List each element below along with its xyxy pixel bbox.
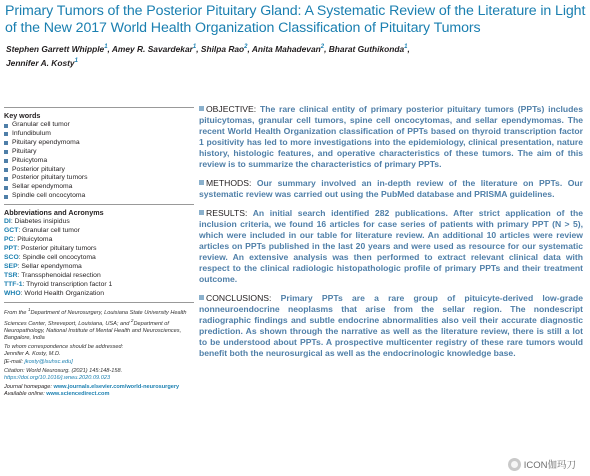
homepage-link[interactable]: www.journals.elsevier.com/world-neurosurgery [53,384,180,391]
abbreviation-code: PC [4,236,14,244]
keyword-item [4,174,194,183]
keyword-item [4,130,194,139]
square-bullet-icon [199,180,204,185]
doi-link[interactable]: https://doi.org/10.1016/j.wneu.2020.09.023 [4,375,111,382]
keyword-item [4,166,194,175]
keywords-list [4,121,194,201]
keyword-text: Posterior pituitary [12,165,65,173]
author-affiliation-mark: 2 [244,44,248,50]
methods-text: Our summary involved an in-depth review of the literature on PPTs. Our systematic review was carried out using the PubMed database and PRISMA guidelines. [199,178,583,199]
abbreviation-code: TTF-1 [4,280,23,288]
author-affiliation-mark: 1 [192,44,197,50]
square-bullet-icon [199,295,204,300]
keyword-item [4,183,194,192]
citation-note [4,368,194,382]
keyword-text: Pituitary [12,147,37,155]
author-name: Amey R. Savardekar [111,43,193,54]
results-text: An initial search identified 282 publications. After strict application of the inclusion criteria, we found 16 articles for case series of patients with primary PPT (N > 5), which were included in our table for literature review. An additional 10 articles were review articles on PPTs published in the last 20 years and were used as resource for our systematic review. An extensive analysis was then performed to extract relevant clinical data with respect to the clinical radiologic histopathologic profile of primary PPTs and their treatment outcome. [199,208,583,284]
objective-text: The rare clinical entity of primary posterior pituitary tumors (PPTs) includes pituicytomas, granular cell tumors, spine cell oncocytomas, and sellar ependymomas. The recent World Health Organization classification of PPTs based on thyroid transcription factor 1 positivity has led to more investigations into the epidemiology, clinical presentation, nature history, histologic features, and operative characteristics of these tumors. The aim of this review is to summarize the characteristics of primary PPTs. [199,104,583,169]
abstract-results [199,208,583,285]
divider [4,107,194,108]
square-bullet-icon [4,150,8,154]
conclusions-label: CONCLUSIONS: [206,293,272,303]
abstract-objective [199,104,583,170]
results-label: RESULTS: [206,208,248,218]
homepage-label: Journal homepage: [4,384,52,391]
abbreviation-code: DI [4,218,11,226]
keyword-item [4,139,194,148]
article-title: Primary Tumors of the Posterior Pituitary Gland: A Systematic Review of the Literature in Light of the New 2017 World Health Organization Classification of Pituitary Tumors [5,3,586,36]
wechat-logo-icon [508,458,521,471]
abbreviation-code: GCT [4,227,19,235]
journal-homepage [4,384,194,391]
keyword-text: Spindle cell oncocytoma [12,192,86,200]
author-name: Bharat Guthikonda [328,43,405,54]
keyword-text: Posterior pituitary tumors [12,174,88,182]
square-bullet-icon [4,124,8,128]
square-bullet-icon [4,186,8,190]
abbreviation-item: TTF-1: Thyroid transcription factor 1 [4,280,113,288]
correspondence-name: Jennifer A. Kosty, M.D. [4,351,61,358]
keyword-item [4,157,194,166]
sciencedirect-link[interactable]: www.sciencedirect.com [46,391,110,398]
square-bullet-icon [199,210,204,215]
abbreviation-code: SCO [4,253,19,261]
abbreviation-text: Transsphenoidal resection [21,271,101,279]
author-line: Stephen Garrett Whipple$^1$, Amey R. Savardekar$^1$, Shilpa Rao$^2$, Anita Mahadevan$^2$, Bharat Guthikonda$^1$, Jennifer A. Kosty$^1$ [6,43,410,68]
abstract-column [199,104,583,367]
abbreviation-text: Spindle cell oncocytoma [22,253,96,261]
abbreviations-heading: Abbreviations and Acronyms [4,208,104,218]
abbreviation-item: GCT: Granular cell tumor [4,227,80,235]
abbreviation-text: Posterior pituitary tumors [21,245,97,253]
keywords-heading: Key words [4,111,41,120]
author-name: Shilpa Rao [200,43,245,54]
conclusions-text: Primary PPTs are a rare group of pituicyte-derived low-grade nonneuroendocrine neoplasms that arise from the sellar region. The nondescript radiographic findings and subtle endocrine abnormalities also veil their accurate diagnostic prediction. As shown through the narrative as well as the literature review, there is still a lot to be understood about PPTs. A prospective multicenter registry of these rare tumors would benefit both the neurosurgical as well as the endocrinologic knowledge base. [199,293,584,358]
abbreviation-item: SCO: Spindle cell oncocytoma [4,253,96,261]
keyword-text: Infundibulum [12,129,51,137]
abbreviations-list [4,218,194,299]
author-affiliation-mark: 1 [104,44,108,50]
abbreviation-text: Granular cell tumor [22,227,80,235]
author-name: Jennifer A. Kosty [6,57,75,68]
square-bullet-icon [4,159,8,163]
abbreviation-item: PPT: Posterior pituitary tumors [4,245,97,253]
email-link[interactable]: jkosty@lsuhsc.edu] [24,358,73,365]
abbreviation-text: World Health Organization [24,289,104,297]
abbreviation-code: WHO [4,289,21,297]
keyword-item [4,121,194,130]
divider [4,204,194,205]
keyword-item [4,192,194,201]
abbreviation-code: SEP [4,262,18,270]
keyword-text: Pituicytoma [12,156,48,164]
available-label: Available online: [4,391,45,398]
square-bullet-icon [4,177,8,181]
email-line [4,359,194,366]
watermark-text: ICON伽玛刀 [523,460,576,471]
author-name: Anita Mahadevan [251,43,321,54]
divider [4,302,194,303]
abbreviation-text: Thyroid transcription factor 1 [26,280,113,288]
objective-label: OBJECTIVE: [206,104,257,114]
abbreviation-text: Pituicytoma [17,236,53,244]
abbreviation-item: DI: Diabetes insipidus [4,218,70,226]
abbreviation-item: TSR: Transsphenoidal resection [4,271,101,279]
affiliation-2: Department of Neuropathology, National Institute of Mental Health and Neurosciences, Bangalore, India [4,320,182,342]
affiliation-1: Department of Neurosurgery, Louisiana State University Health Sciences Center, Shreveport, Louisiana, USA; and [4,309,187,327]
author-affiliation-mark: 2 [320,44,325,50]
keyword-item [4,148,194,157]
keyword-text: Pituitary ependymoma [12,138,80,146]
abbreviation-item: PC: Pituicytoma [4,236,53,244]
correspondence-note [4,344,194,366]
square-bullet-icon [4,168,8,172]
affiliations-note: From the $^1$Department of Neurosurgery, Louisiana State University Health Sciences Center, Shreveport, Louisiana, USA; and $^2$Department of Neuropathology, National Institute of Mental Health and Neurosciences, Bangalore, India [4,306,187,342]
square-bullet-icon [4,141,8,145]
watermark [508,457,576,471]
abstract-conclusions [199,293,583,359]
square-bullet-icon [4,195,8,199]
citation-text: Citation: World Neurosurg. (2021) 145:148-158. [4,367,123,374]
author-affiliation-mark: 1 [404,44,408,50]
author-name: Stephen Garrett Whipple [6,43,105,54]
abbreviation-item: SEP: Sellar ependymoma [4,262,82,270]
abbreviation-code: TSR [4,271,18,279]
abbreviation-text: Sellar ependymoma [21,262,82,270]
keyword-text: Sellar ependymoma [12,183,73,191]
abbreviation-code: PPT [4,245,18,253]
author-affiliation-mark: 1 [74,57,78,64]
email-label: [E-mail: [4,358,23,365]
abbreviation-item: WHO: World Health Organization [4,289,104,297]
abstract-methods [199,178,583,200]
square-bullet-icon [199,106,204,111]
abbreviation-text: Diabetes insipidus [14,218,70,226]
left-sidebar [4,104,194,399]
available-online [4,391,194,398]
affiliation-intro: From the [4,309,27,316]
correspondence-label: To whom correspondence should be addressed: [4,344,124,351]
methods-label: METHODS: [206,178,252,188]
square-bullet-icon [4,132,8,136]
keyword-text: Granular cell tumor [12,121,70,128]
